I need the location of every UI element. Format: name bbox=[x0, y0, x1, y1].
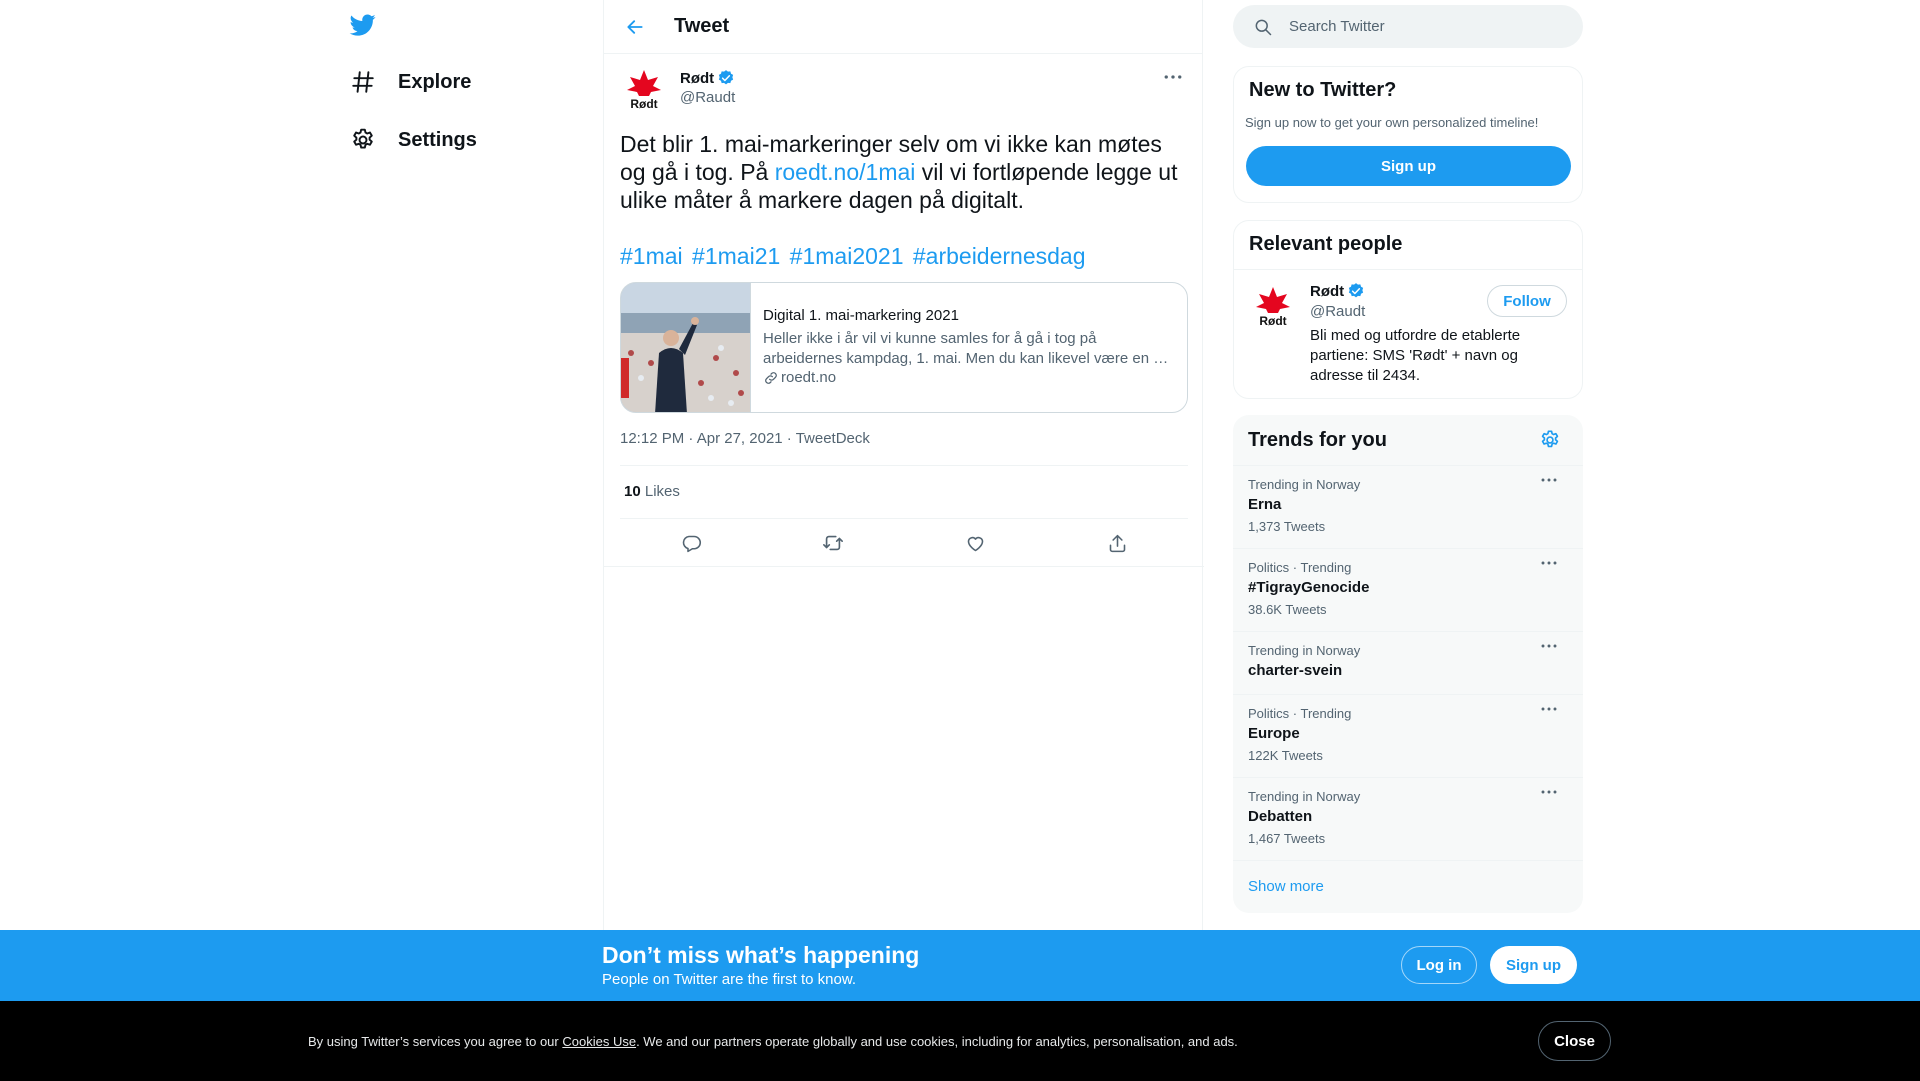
link-icon bbox=[763, 370, 779, 386]
tweet-source[interactable]: TweetDeck bbox=[795, 430, 870, 447]
nav-item-explore[interactable] bbox=[350, 60, 471, 104]
link-preview-card[interactable] bbox=[620, 282, 1188, 413]
trend-count: 1,467 Tweets bbox=[1248, 831, 1326, 846]
panel-subtitle: Sign up now to get your own personalized timeline! bbox=[1245, 115, 1539, 130]
trend-item[interactable] bbox=[1233, 694, 1583, 777]
hashtags bbox=[620, 242, 1089, 270]
divider bbox=[1233, 860, 1583, 861]
meta-separator: · bbox=[782, 430, 796, 447]
twitter-bird-icon[interactable] bbox=[348, 12, 380, 40]
nav-label-settings: Settings bbox=[398, 128, 477, 151]
back-arrow-icon[interactable] bbox=[618, 10, 652, 44]
trend-count: 38.6K Tweets bbox=[1248, 602, 1327, 617]
trend-context: Politics · Trending bbox=[1248, 706, 1352, 721]
trend-name: Europe bbox=[1248, 725, 1300, 742]
cookie-text bbox=[308, 1034, 1238, 1049]
divider bbox=[604, 566, 1204, 567]
more-options-icon[interactable] bbox=[1541, 560, 1561, 578]
more-options-icon[interactable] bbox=[1541, 706, 1561, 724]
more-options-icon[interactable] bbox=[1541, 643, 1561, 661]
cookie-text-after: . We and our partners operate globally and use cookies, including for analytics, personalisation, and ads. bbox=[636, 1034, 1238, 1049]
trend-context: Politics · Trending bbox=[1248, 560, 1352, 575]
retweet-icon[interactable] bbox=[816, 528, 850, 558]
divider bbox=[620, 465, 1188, 466]
banner-title: Don’t miss what’s happening bbox=[602, 942, 920, 968]
panel-title: Relevant people bbox=[1249, 233, 1403, 255]
card-domain: roedt.no bbox=[781, 369, 837, 386]
author-name[interactable]: Rødt bbox=[680, 69, 715, 87]
trend-name: charter-svein bbox=[1248, 662, 1343, 679]
cookie-text-before: By using Twitter’s services you agree to our bbox=[308, 1034, 563, 1049]
show-more-link[interactable]: Show more bbox=[1248, 878, 1324, 895]
gear-icon[interactable] bbox=[1539, 429, 1561, 451]
nav-label-explore: Explore bbox=[398, 70, 472, 93]
banner-subtitle: People on Twitter are the first to know. bbox=[602, 971, 857, 988]
panel-title: New to Twitter? bbox=[1249, 79, 1397, 101]
trend-name: #TigrayGenocide bbox=[1248, 579, 1370, 596]
avatar[interactable] bbox=[620, 66, 668, 114]
close-button[interactable]: Close bbox=[1538, 1021, 1611, 1061]
likes-stat[interactable] bbox=[624, 483, 680, 500]
signup-banner bbox=[0, 930, 1920, 1001]
hashtag-link[interactable]: #arbeidernesdag bbox=[912, 243, 1086, 269]
main-header bbox=[604, 0, 1202, 54]
trend-context: Trending in Norway bbox=[1248, 643, 1361, 658]
nav-item-settings[interactable] bbox=[350, 118, 477, 162]
trend-count: 122K Tweets bbox=[1248, 748, 1323, 763]
trends-panel bbox=[1233, 415, 1583, 913]
tweet-actions bbox=[620, 528, 1188, 558]
trend-name: Erna bbox=[1248, 496, 1282, 513]
gear-icon bbox=[350, 127, 376, 153]
trend-item[interactable] bbox=[1233, 631, 1583, 694]
tweet-link[interactable]: roedt.no/1mai bbox=[774, 159, 916, 185]
search-bar[interactable] bbox=[1233, 5, 1583, 48]
panel-title: Trends for you bbox=[1248, 429, 1387, 451]
card-description: Heller ikke i år vil vi kunne samles for å gå i tog på arbeidernes kampdag, 1. mai. Men du kan likevel være en … bbox=[763, 330, 1169, 367]
relevant-people-panel bbox=[1233, 220, 1583, 399]
hashtag-link[interactable]: #1mai bbox=[620, 243, 683, 269]
person-name[interactable]: Rødt bbox=[1310, 282, 1345, 300]
tweet-text-part2: vil vi fortløpende legge ut ulike måter å markere dagen på digitalt. bbox=[620, 159, 1178, 213]
cookies-use-link[interactable]: Cookies Use bbox=[562, 1034, 637, 1049]
trend-name: Debatten bbox=[1248, 808, 1313, 825]
reply-icon[interactable] bbox=[674, 528, 708, 558]
meta-separator: · bbox=[684, 430, 697, 447]
tweet-date[interactable]: Apr 27, 2021 bbox=[696, 430, 783, 447]
author-handle[interactable]: @Raudt bbox=[680, 89, 736, 106]
divider bbox=[620, 518, 1188, 519]
trend-context: Trending in Norway bbox=[1248, 477, 1361, 492]
page-title: Tweet bbox=[674, 15, 730, 37]
person-bio: Bli med og utfordre de etablerte partiene: SMS 'Rødt' + navn og adresse til 2434. bbox=[1310, 327, 1521, 384]
verified-badge-icon bbox=[717, 69, 735, 87]
like-heart-icon[interactable] bbox=[958, 528, 992, 558]
likes-label: Likes bbox=[644, 483, 680, 500]
search-input[interactable] bbox=[1289, 18, 1569, 35]
trend-item[interactable] bbox=[1233, 548, 1583, 631]
tweet-text bbox=[620, 130, 1190, 214]
person-handle[interactable]: @Raudt bbox=[1310, 303, 1366, 320]
divider bbox=[1234, 269, 1582, 270]
login-button[interactable]: Log in bbox=[1401, 946, 1477, 984]
trend-item[interactable] bbox=[1233, 465, 1583, 548]
signup-button[interactable]: Sign up bbox=[1246, 146, 1571, 186]
tweet-time[interactable]: 12:12 PM bbox=[620, 430, 685, 447]
hashtag-link[interactable]: #1mai2021 bbox=[789, 243, 904, 269]
follow-button[interactable]: Follow bbox=[1487, 285, 1567, 317]
avatar-logo-text: Rødt bbox=[630, 97, 658, 111]
search-icon bbox=[1253, 17, 1273, 37]
more-options-icon[interactable] bbox=[1541, 789, 1561, 807]
more-options-icon[interactable] bbox=[1541, 477, 1561, 495]
tweet-text-part1: Det blir 1. mai-markeringer selv om vi ikke kan møtes og gå i tog. På bbox=[620, 131, 1162, 185]
trend-count: 1,373 Tweets bbox=[1248, 519, 1326, 534]
card-title: Digital 1. mai-markering 2021 bbox=[763, 307, 959, 324]
card-thumbnail-image bbox=[621, 283, 751, 413]
hashtag-link[interactable]: #1mai21 bbox=[692, 243, 781, 269]
likes-count: 10 bbox=[624, 483, 641, 500]
cookie-banner bbox=[0, 1001, 1920, 1081]
tweet-author[interactable] bbox=[620, 66, 735, 114]
hashtag-icon bbox=[350, 69, 376, 95]
more-options-icon[interactable] bbox=[1158, 66, 1188, 88]
trend-context: Trending in Norway bbox=[1248, 789, 1361, 804]
avatar[interactable] bbox=[1249, 283, 1297, 331]
signup-button[interactable]: Sign up bbox=[1490, 946, 1577, 984]
verified-badge-icon bbox=[1347, 282, 1365, 300]
tweet-meta bbox=[620, 430, 870, 447]
trend-item[interactable] bbox=[1233, 777, 1583, 860]
share-icon[interactable] bbox=[1100, 528, 1134, 558]
avatar-logo-text: Rødt bbox=[1259, 314, 1287, 328]
main-column bbox=[603, 0, 1203, 930]
new-to-twitter-panel bbox=[1233, 66, 1583, 203]
